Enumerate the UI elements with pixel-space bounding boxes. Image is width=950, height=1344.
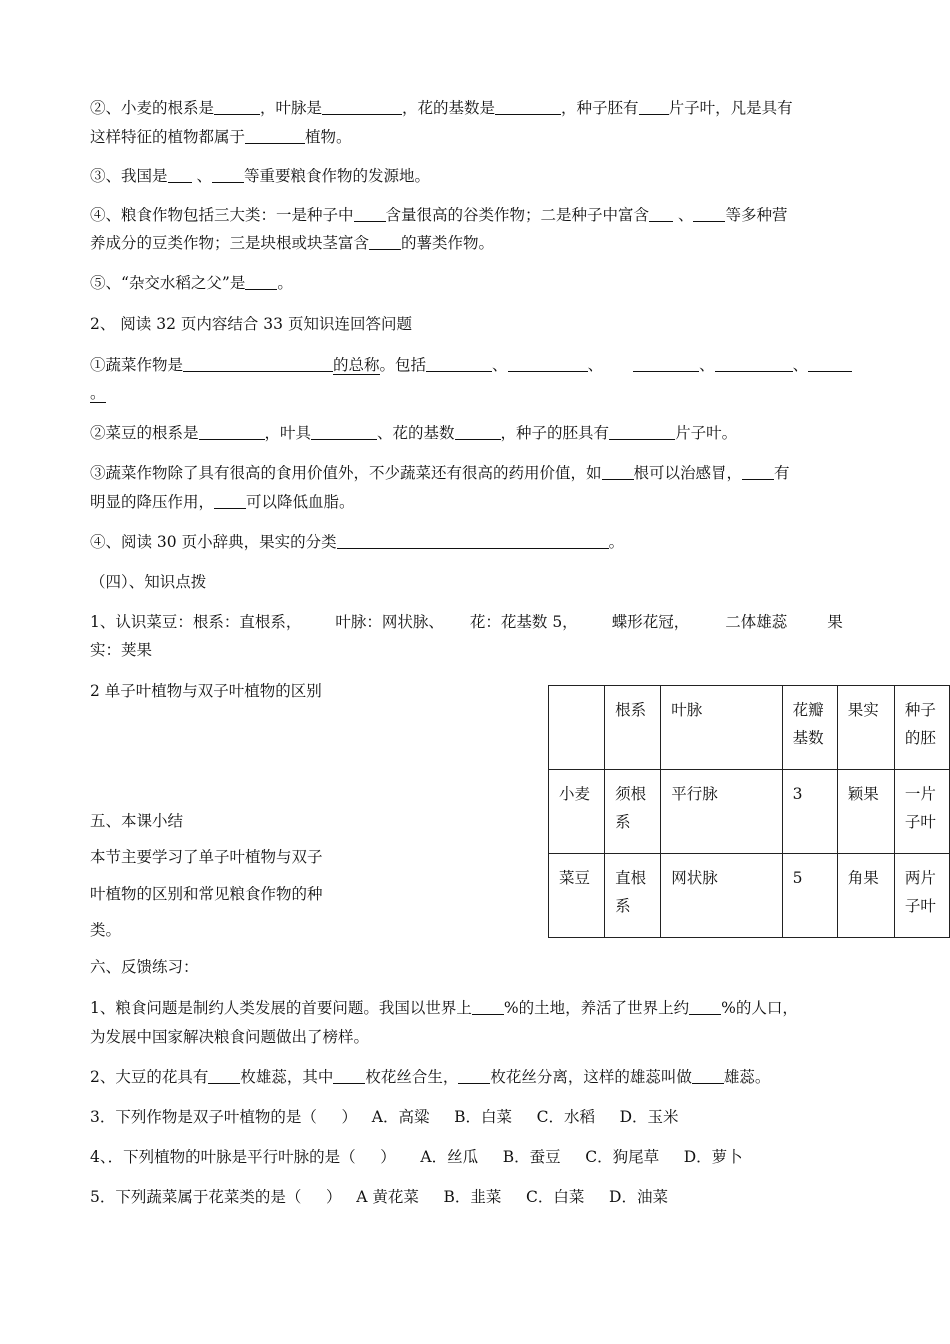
q2-heading: 2、 阅读 32 页内容结合 33 页知识连回答问题 [90, 315, 412, 333]
table-cell: 须根系 [605, 770, 661, 854]
feedback-2: 2、大豆的花具有 枚雄蕊，其中 枚花丝合生， 枚花丝分离，这样的雄蕊叫做 雄蕊。 [90, 1068, 771, 1086]
blank[interactable] [742, 464, 774, 480]
blank[interactable] [212, 167, 244, 183]
table-header-row [549, 686, 950, 770]
knowledge-2: 2 单子叶植物与双子叶植物的区别 [90, 682, 322, 700]
blank[interactable] [337, 533, 609, 549]
blank[interactable] [168, 167, 192, 183]
table-cell: 平行脉 [661, 770, 782, 854]
blank[interactable] [369, 234, 401, 250]
blank[interactable] [508, 356, 588, 372]
blank[interactable] [245, 128, 305, 144]
blank[interactable] [214, 99, 260, 115]
blank[interactable] [649, 206, 673, 222]
blank[interactable] [208, 1068, 240, 1084]
feedback-3: 3．下列作物是双子叶植物的是（ ） A．高粱 B．白菜 C．水稻 D．玉米 [90, 1108, 679, 1126]
blank[interactable] [693, 206, 725, 222]
feedback-5: 5．下列蔬菜属于花菜类的是（ ） A 黄花菜 B．韭菜 C．白菜 D．油菜 [90, 1188, 668, 1206]
blank[interactable] [311, 424, 377, 440]
comparison-table [548, 685, 950, 938]
blank[interactable] [689, 999, 721, 1015]
table-header-cell: 种子的胚 [894, 686, 949, 770]
q2-1-line2: 。 [90, 384, 106, 402]
feedback-4: 4、．下列植物的叶脉是平行叶脉的是（ ） A．丝瓜 B．蚕豆 C．狗尾草 D．萝卜 [90, 1148, 743, 1166]
section-4-heading: （四）、知识点拨 [90, 573, 207, 591]
table-cell: 小麦 [549, 770, 605, 854]
q2-4: ④、阅读 30 页小辞典，果实的分类 。 [90, 533, 625, 551]
blank[interactable] [639, 99, 669, 115]
q2-1-line1: ①蔬菜作物是 的总称。包括 、 、 、 、 [90, 355, 852, 375]
blank[interactable] [808, 356, 852, 372]
feedback-1-line1: 1、粮食问题是制约人类发展的首要问题。我国以世界上 %的土地，养活了世界上约 %的人口， [90, 999, 798, 1017]
table-cell: 菜豆 [549, 854, 605, 938]
blank[interactable] [245, 274, 277, 290]
q1-3: ③、我国是 、 等重要粮食作物的发源地。 [90, 167, 430, 185]
blank[interactable] [458, 1068, 490, 1084]
table-cell: 颖果 [837, 770, 894, 854]
blank[interactable] [199, 424, 265, 440]
table-header-cell: 根系 [605, 686, 661, 770]
summary-line-2: 叶植物的区别和常见粮食作物的种 [90, 885, 323, 903]
q1-4-line1: ④、粮食作物包括三大类：一是种子中 含量很高的谷类作物；二是种子中富含 、 等多种营 [90, 206, 788, 224]
table-header-cell: 果实 [837, 686, 894, 770]
q2-3-line2: 明显的降压作用， 可以降低血脂。 [90, 493, 355, 511]
blank[interactable] [183, 356, 333, 372]
table-header-cell: 叶脉 [661, 686, 782, 770]
blank[interactable] [715, 356, 793, 372]
q1-5: ⑤、“杂交水稻之父”是 。 [90, 274, 293, 292]
table-row [549, 770, 950, 854]
blank[interactable] [472, 999, 504, 1015]
blank[interactable] [602, 464, 634, 480]
table-cell: 直根系 [605, 854, 661, 938]
table-cell: 网状脉 [661, 854, 782, 938]
table-cell: 两片子叶 [894, 854, 949, 938]
blank[interactable] [609, 424, 675, 440]
blank[interactable] [633, 356, 699, 372]
section-6-heading: 六、反馈练习： [90, 958, 199, 976]
knowledge-1-line2: 实：荚果 [90, 641, 153, 659]
blank[interactable] [495, 99, 561, 115]
blank[interactable] [214, 493, 246, 509]
blank[interactable] [426, 356, 492, 372]
table-cell [549, 686, 605, 770]
q1-2-line2: 这样特征的植物都属于 植物。 [90, 128, 352, 146]
summary-line-1: 本节主要学习了单子叶植物与双子 [90, 848, 323, 866]
table-cell: 一片子叶 [894, 770, 949, 854]
table-cell: 5 [782, 854, 837, 938]
q2-2: ②菜豆的根系是 ，叶具 、花的基数 ，种子的胚具有 片子叶。 [90, 424, 738, 442]
table-row [549, 854, 950, 938]
feedback-1-line2: 为发展中国家解决粮食问题做出了榜样。 [90, 1028, 370, 1046]
blank[interactable] [322, 99, 402, 115]
blank[interactable] [354, 206, 386, 222]
table-cell: 角果 [837, 854, 894, 938]
blank[interactable] [333, 1068, 365, 1084]
q1-4-line2: 养成分的豆类作物；三是块根或块茎富含 的薯类作物。 [90, 234, 495, 252]
section-5-heading: 五、本课小结 [90, 812, 184, 830]
summary-line-3: 类。 [90, 921, 122, 939]
table-cell: 3 [782, 770, 837, 854]
blank[interactable] [692, 1068, 724, 1084]
blank[interactable] [455, 424, 501, 440]
q2-3-line1: ③蔬菜作物除了具有很高的食用价值外，不少蔬菜还有很高的药用价值，如 根可以治感冒， 有 [90, 464, 790, 482]
knowledge-1-line1: 1、认识菜豆：根系：直根系， 叶脉：网状脉、 花：花基数 5， 蝶形花冠， 二体雄蕊 果 [90, 613, 843, 631]
table-header-cell: 花瓣基数 [782, 686, 837, 770]
q1-2-line1: ②、小麦的根系是 ，叶脉是 ，花的基数是 ，种子胚有 片子叶，凡是具有 [90, 99, 793, 117]
